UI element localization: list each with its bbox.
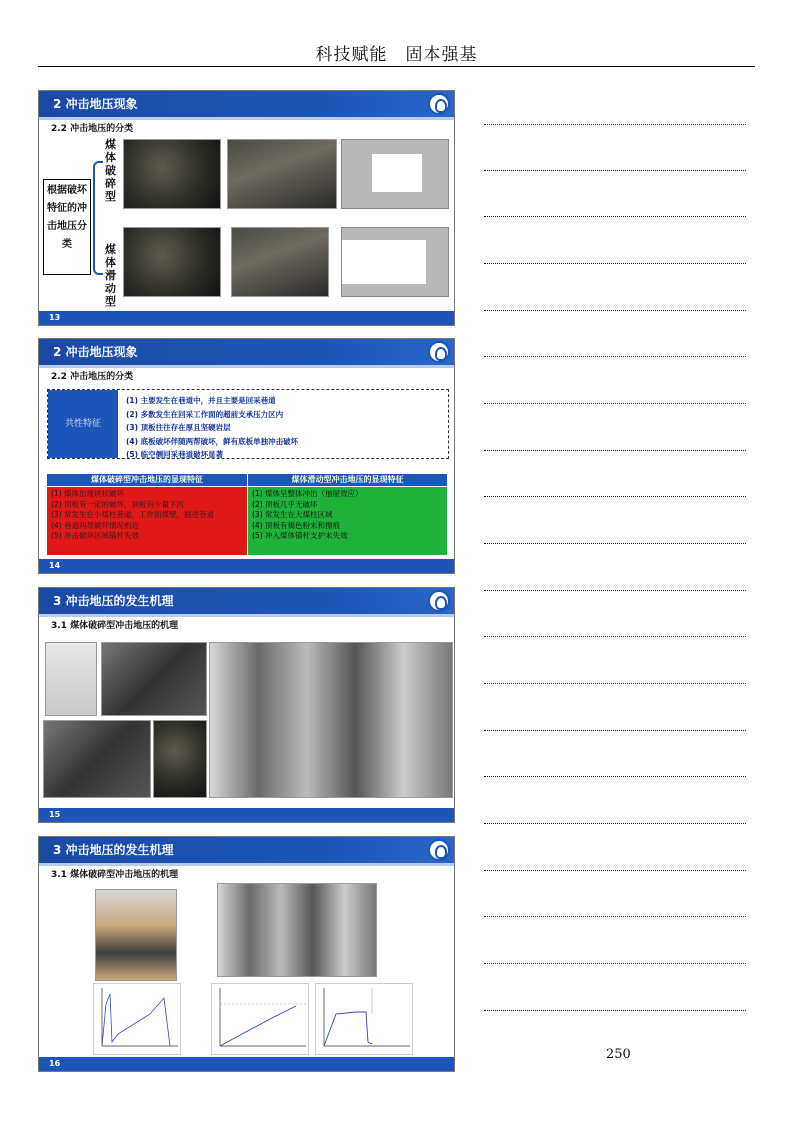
- notes-line: [484, 590, 746, 592]
- notes-line: [484, 1010, 746, 1012]
- crush-type-header: 煤体破碎型冲击地压的显现特征: [47, 474, 247, 486]
- notes-line: [484, 496, 746, 498]
- university-logo-icon: [428, 341, 450, 363]
- notes-line: [484, 683, 746, 685]
- crush-feature-item: (1) 煤体出现块状破坏: [51, 489, 125, 498]
- stress-curve-chart-2: [211, 983, 309, 1055]
- slide-number: 15: [39, 808, 454, 822]
- stress-curve-chart-1: [93, 983, 181, 1055]
- type-slide-label: 煤体滑动型: [105, 243, 116, 308]
- lab-apparatus-photo: [209, 642, 453, 798]
- notes-line: [484, 263, 746, 265]
- slide-feature-item: (1) 煤体呈整体冲出（抽屉效应）: [252, 489, 363, 498]
- feature-item: (3) 顶板往往存在厚且坚硬岩层: [126, 423, 231, 432]
- lab-photo-2: [101, 642, 207, 716]
- slide-subtitle: 2.2 冲击地压的分类: [51, 372, 134, 382]
- page-number: 250: [606, 1047, 631, 1062]
- mine-photo-crush-1: [123, 139, 221, 209]
- crush-feature-item: (5) 冲击破坏区域锚杆失效: [51, 531, 140, 540]
- slide-13: [38, 90, 455, 326]
- notes-line: [484, 450, 746, 452]
- common-features-list: [126, 394, 298, 462]
- notes-line: [484, 916, 746, 918]
- slide-feature-item: (4) 顶板有褐色粉末和擦痕: [252, 520, 341, 530]
- lab-photo-1: [45, 642, 97, 716]
- notes-line: [484, 963, 746, 965]
- feature-item: (1) 主要发生在巷道中，并且主要是回采巷道: [126, 396, 276, 405]
- specimen-photo: [95, 889, 177, 981]
- lab-photo-4: [153, 720, 207, 798]
- mine-photo-crush-2: [227, 139, 337, 209]
- notes-line: [484, 124, 746, 126]
- crush-type-features: [47, 487, 247, 555]
- slide-number: 14: [39, 559, 454, 573]
- bracket: [93, 161, 103, 275]
- notes-line: [484, 356, 746, 358]
- university-logo-icon: [428, 839, 450, 861]
- type-crush-label: 煤体破碎型: [105, 138, 116, 203]
- stress-curve-svg-1: [94, 984, 180, 1054]
- notes-line: [484, 216, 746, 218]
- slide-title: 2 冲击地压现象: [39, 339, 454, 365]
- page-header-title: 科技赋能 固本强基: [315, 45, 478, 65]
- notes-line: [484, 310, 746, 312]
- diagram-slide: [341, 227, 449, 297]
- university-logo-icon: [428, 93, 450, 115]
- feature-item: (5) 临空侧回采巷道破坏显著: [126, 450, 224, 459]
- diagram-crush: [341, 139, 449, 209]
- slide-14: [38, 338, 455, 574]
- slide-16: [38, 836, 455, 1072]
- notes-line: [484, 823, 746, 825]
- slide-title: 2 冲击地压现象: [39, 91, 454, 117]
- slide-type-header: 煤体滑动型冲击地压的显现特征: [248, 474, 447, 486]
- university-logo-icon: [428, 590, 450, 612]
- crush-feature-item: (3) 常发生在小煤柱巷道，工作面煤壁，掘进巷道: [51, 510, 215, 519]
- header-rule: [38, 66, 755, 67]
- slide-15: [38, 587, 455, 823]
- notes-line: [484, 870, 746, 872]
- stress-curve-chart-3: [315, 983, 413, 1055]
- notes-line: [484, 776, 746, 778]
- slide-number: 16: [39, 1057, 454, 1071]
- slide-title: 3 冲击地压的发生机理: [39, 588, 454, 614]
- slide-type-features: [248, 487, 447, 555]
- stress-curve-svg-3: [316, 984, 412, 1054]
- crush-feature-item: (4) 巷道两帮破坏情况相近: [51, 520, 140, 530]
- notes-line: [484, 730, 746, 732]
- common-features-box: [47, 389, 449, 459]
- slide-subtitle: 3.1 煤体破碎型冲击地压的机理: [51, 621, 179, 631]
- slide-subtitle: 2.2 冲击地压的分类: [51, 124, 134, 134]
- slide-feature-item: (5) 冲入煤体锚杆支护未失效: [252, 531, 348, 540]
- lab-photo-3: [43, 720, 151, 798]
- feature-item: (4) 底板破坏伴随两帮破坏，鲜有底板单独冲击破坏: [126, 436, 299, 446]
- classify-label: 根据破坏特征的冲击地压分类: [43, 179, 91, 275]
- notes-line: [484, 543, 746, 545]
- slide-feature-item: (3) 常发生在大煤柱区域: [252, 510, 333, 519]
- notes-line: [484, 170, 746, 172]
- mine-photo-slide-1: [123, 227, 221, 297]
- slide-title: 3 冲击地压的发生机理: [39, 837, 454, 863]
- crush-feature-item: (2) 顶板有一定的破坏，顶板有少量下沉: [51, 499, 185, 509]
- slide-number: 13: [39, 311, 454, 325]
- stress-curve-svg-2: [212, 984, 308, 1054]
- notes-line: [484, 403, 746, 405]
- notes-line: [484, 636, 746, 638]
- mine-photo-slide-2: [231, 227, 329, 297]
- feature-item: (2) 多数发生在回采工作面的超前支承压力区内: [126, 409, 284, 419]
- slide-feature-item: (2) 顶板几乎无破坏: [252, 499, 318, 509]
- test-machine-photo: [217, 883, 377, 977]
- common-features-label: 共性特征: [48, 390, 118, 458]
- slide-subtitle: 3.1 煤体破碎型冲击地压的机理: [51, 870, 179, 880]
